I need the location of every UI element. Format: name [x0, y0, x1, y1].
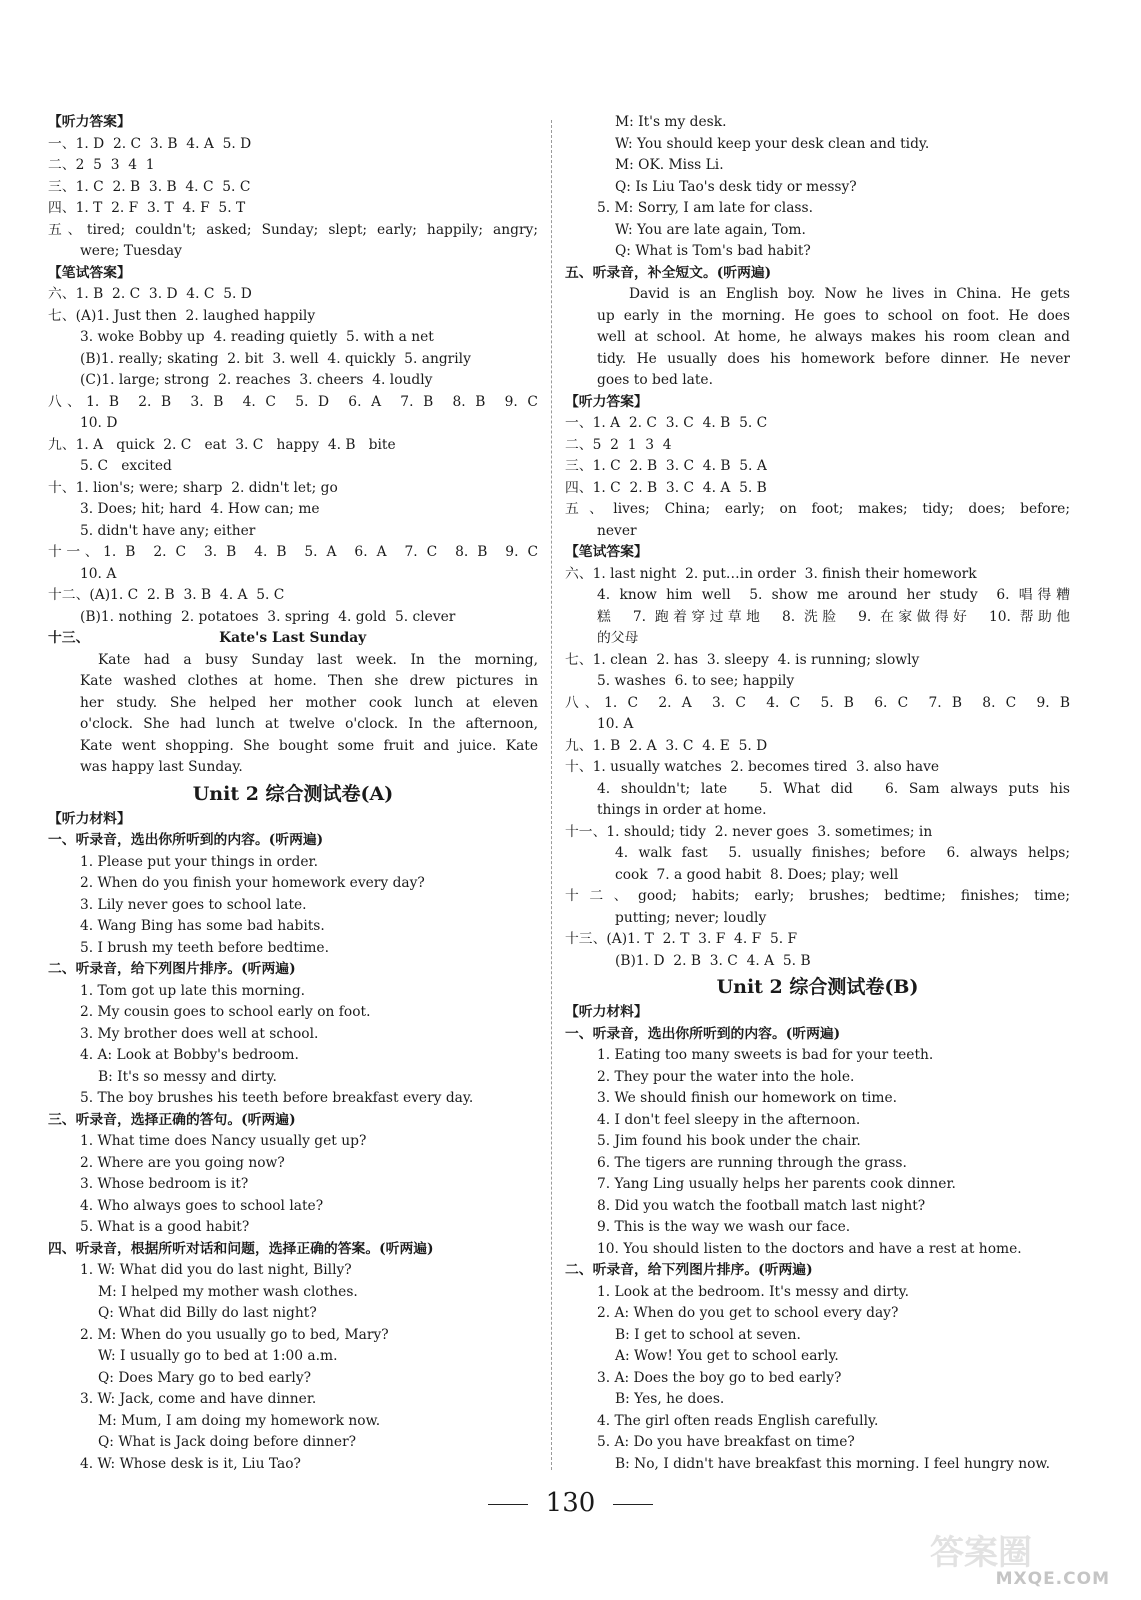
text-line: 八、1. C 2. A 3. C 4. C 5. B 6. C 7. B 8. C 9. B [565, 694, 1070, 711]
text-line: W: You are late again, Tom. [615, 221, 806, 238]
text-line: David is an English boy. Now he lives in China. He gets [629, 286, 1070, 302]
text-line: 1. Eating too many sweets is bad for your teeth. [597, 1047, 934, 1063]
text-line: 4. walk fast 5. usually finishes; before 6. always helps; [615, 845, 1070, 861]
text-line: tidy. He usually does his homework before dinner. He never [597, 350, 1070, 367]
text-line: up early in the morning. He goes to school on foot. He does [597, 307, 1070, 324]
text-line: 2. A: When do you get to school every day? [597, 1305, 899, 1321]
text-line: 的父母 [597, 630, 639, 646]
text-line: 1. Look at the bedroom. It's messy and dirty. [597, 1283, 909, 1300]
text-line: 八、1. B 2. B 3. B 4. C 5. D 6. A 7. B 8. B 9. C [48, 393, 538, 410]
text-line: 五、听录音，补全短文。(听两遍) [565, 264, 772, 281]
text-line: Kate washed clothes at home. Then she drew pictures in [80, 673, 538, 689]
text-line: 【笔试答案】 [565, 544, 648, 560]
text-line: 十、1. usually watches 2. becomes tired 3. also have [565, 759, 940, 775]
page-number-footer [0, 1488, 1141, 1518]
text-line: B: No, I didn't have breakfast this morning. I feel hungry now. [615, 1455, 1050, 1472]
text-line: 3. My brother does well at school. [80, 1025, 319, 1042]
text-line: cook 7. a good habit 8. Does; play; well [615, 866, 899, 883]
text-line: Q: What is Tom's bad habit? [615, 243, 811, 259]
text-line: 5. I brush my teeth before bedtime. [80, 939, 329, 956]
text-line: 一、听录音，选出你所听到的内容。(听两遍) [565, 1025, 841, 1042]
text-line: (B)1. really; skating 2. bit 3. well 4. quickly 5. angrily [80, 350, 471, 367]
text-line: 5. didn't have any; either [80, 522, 256, 539]
text-line: 2. My cousin goes to school early on foot. [80, 1004, 371, 1020]
text-line: 5. C excited [80, 458, 172, 474]
left-column [48, 112, 538, 1475]
text-line: 4. Who always goes to school late? [80, 1197, 324, 1214]
text-line: 【听力材料】 [565, 1004, 648, 1020]
text-line: 5. washes 6. to see; happily [597, 673, 795, 689]
text-line: 5. The boy brushes his teeth before breakfast every day. [80, 1090, 474, 1106]
text-line: 【听力答案】 [48, 114, 131, 130]
text-line: 二、2 5 3 4 1 [48, 157, 155, 173]
watermark-logo [930, 1525, 1120, 1591]
text-line: 3. woke Bobby up 4. reading quietly 5. with a net [80, 329, 434, 345]
text-line: never [597, 522, 637, 539]
text-line: 二、5 2 1 3 4 [565, 436, 672, 453]
text-line: 二、听录音，给下列图片排序。(听两遍) [48, 961, 296, 977]
text-line: 4. Wang Bing has some bad habits. [80, 918, 325, 934]
text-line: 2. Where are you going now? [80, 1154, 285, 1171]
text-line: 10. A [597, 716, 634, 732]
text-line: o'clock. She had lunch at twelve o'clock. In the afternoon, [80, 716, 538, 732]
text-line: M: OK. Miss Li. [615, 157, 724, 173]
text-line: 7. Yang Ling usually helps her parents cook dinner. [597, 1176, 956, 1192]
text-line: Kate had a busy Sunday last week. In the morning, [98, 651, 538, 668]
text-line: putting; never; loudly [615, 909, 767, 926]
footer-dash-right [613, 1504, 653, 1505]
text-line: 十一、1. B 2. C 3. B 4. B 5. A 6. A 7. C 8. B 9. C [48, 544, 538, 560]
text-line: 3. Does; hit; hard 4. How can; me [80, 501, 320, 517]
column-divider [551, 120, 552, 1470]
text-line: 9. This is the way we wash our face. [597, 1219, 851, 1235]
text-line: 九、1. B 2. A 3. C 4. E 5. D [565, 737, 768, 754]
text-line: 【听力材料】 [48, 810, 131, 827]
text-line: 3. Whose bedroom is it? [80, 1176, 249, 1192]
text-line: 六、1. B 2. C 3. D 4. C 5. D [48, 286, 252, 302]
text-line: W: You should keep your desk clean and tidy. [615, 135, 930, 152]
text-line: 十、1. lion's; were; sharp 2. didn't let; go [48, 479, 338, 496]
text-line: 3. W: Jack, come and have dinner. [80, 1391, 317, 1407]
text-line: 【笔试答案】 [48, 264, 131, 281]
text-line: 1. Tom got up late this morning. [80, 982, 306, 999]
text-line: her study. She helped her mother cook lunch at eleven [80, 694, 538, 711]
watermark-big-text: 答案圈 [930, 1533, 1032, 1573]
text-line: 一、1. A 2. C 3. C 4. B 5. C [565, 415, 768, 431]
text-line: 2. They pour the water into the hole. [597, 1068, 855, 1085]
text-line: 四、1. C 2. B 3. C 4. A 5. B [565, 479, 767, 496]
text-line: 8. Did you watch the football match last night? [597, 1197, 926, 1214]
right-column [565, 112, 1070, 1475]
text-line: was happy last Sunday. [80, 759, 243, 775]
text-line: B: Yes, he does. [615, 1391, 725, 1407]
text-line: M: I helped my mother wash clothes. [98, 1283, 358, 1300]
text-line: 5. M: Sorry, I am late for class. [597, 200, 813, 216]
text-line: well at school. At home, he always makes his room clean and [597, 329, 1070, 345]
text-line: 6. The tigers are running through the grass. [597, 1154, 907, 1171]
text-line: M: It's my desk. [615, 114, 727, 130]
text-line: 十二、(A)1. C 2. B 3. B 4. A 5. C [48, 587, 285, 603]
text-line: Unit 2 综合测试卷(B) [716, 976, 919, 998]
text-line: 五、tired; couldn't; asked; Sunday; slept; early; happily; angry; [48, 221, 538, 238]
text-line: were; Tuesday [80, 243, 182, 259]
text-line: (C)1. large; strong 2. reaches 3. cheers 4. loudly [80, 372, 433, 388]
text-line: 10. A [80, 565, 117, 582]
text-line: A: Wow! You get to school early. [615, 1348, 839, 1364]
text-line: 糕 7. 跑着穿过草地 8. 洗脸 9. 在家做得好 10. 帮助他 [597, 608, 1070, 625]
text-line: 三、1. C 2. B 3. C 4. B 5. A [565, 458, 767, 474]
text-line: 九、1. A quick 2. C eat 3. C happy 4. B bite [48, 436, 396, 453]
text-line: (B)1. nothing 2. potatoes 3. spring 4. gold 5. clever [80, 608, 456, 625]
text-line: 【听力答案】 [565, 393, 648, 410]
text-line: 七、(A)1. Just then 2. laughed happily [48, 307, 316, 324]
text-line: W: I usually go to bed at 1:00 a.m. [98, 1348, 338, 1364]
text-line: 十三、 Kate's Last Sunday [48, 630, 367, 646]
text-line: 5. A: Do you have breakfast on time? [597, 1434, 855, 1450]
text-line: Unit 2 综合测试卷(A) [192, 782, 394, 805]
text-line: 三、1. C 2. B 3. B 4. C 5. C [48, 178, 251, 195]
text-line: 4. shouldn't; late 5. What did 6. Sam always puts his [597, 780, 1070, 797]
text-line: 二、听录音，给下列图片排序。(听两遍) [565, 1262, 813, 1278]
footer-dash-left [488, 1504, 528, 1505]
text-line: 四、1. T 2. F 3. T 4. F 5. T [48, 200, 246, 216]
text-line: 3. Lily never goes to school late. [80, 896, 307, 913]
text-line: 3. We should finish our homework on time. [597, 1090, 898, 1106]
text-line: B: It's so messy and dirty. [98, 1068, 277, 1085]
watermark-site-text: MXQE.COM [995, 1569, 1110, 1589]
text-line: 4. I don't feel sleepy in the afternoon. [597, 1111, 861, 1128]
text-line: 2. When do you finish your homework every day? [80, 875, 425, 891]
text-line: 十三、(A)1. T 2. T 3. F 4. F 5. F [565, 931, 798, 947]
text-line: goes to bed late. [597, 372, 713, 388]
text-line: 一、1. D 2. C 3. B 4. A 5. D [48, 135, 252, 152]
text-line: Q: Does Mary go to bed early? [98, 1369, 312, 1386]
text-line: 4. W: Whose desk is it, Liu Tao? [80, 1455, 301, 1472]
text-line: 五、lives; China; early; on foot; makes; tidy; does; before; [565, 501, 1070, 517]
text-line: Q: Is Liu Tao's desk tidy or messy? [615, 178, 857, 195]
text-line: (B)1. D 2. B 3. C 4. A 5. B [615, 952, 811, 969]
text-line: 1. What time does Nancy usually get up? [80, 1133, 367, 1149]
text-line: 十二、good; habits; early; brushes; bedtime; finishes; time; [565, 888, 1070, 904]
text-line: 四、听录音，根据所听对话和问题，选择正确的答案。(听两遍) [48, 1240, 434, 1257]
text-line: 七、1. clean 2. has 3. sleepy 4. is running; slowly [565, 651, 920, 668]
text-line: 10. D [80, 415, 118, 431]
text-line: 10. You should listen to the doctors and have a rest at home. [597, 1240, 1022, 1257]
text-line: B: I get to school at seven. [615, 1326, 801, 1343]
text-line: 4. The girl often reads English carefully. [597, 1412, 879, 1429]
text-line: Q: What did Billy do last night? [98, 1305, 317, 1321]
text-line: 3. A: Does the boy go to bed early? [597, 1369, 842, 1386]
text-line: 一、听录音，选出你所听到的内容。(听两遍) [48, 832, 324, 848]
text-line: 5. What is a good habit? [80, 1219, 250, 1235]
text-line: M: Mum, I am doing my homework now. [98, 1412, 381, 1429]
text-line: 2. M: When do you usually go to bed, Mary? [80, 1326, 389, 1343]
text-line: Kate went shopping. She bought some fruit and juice. Kate [80, 737, 538, 754]
text-line: 5. Jim found his book under the chair. [597, 1133, 861, 1149]
text-line: 4. know him well 5. show me around her study 6. 唱得糟 [597, 587, 1070, 603]
text-line: 三、听录音，选择正确的答句。(听两遍) [48, 1111, 296, 1128]
text-line: things in order at home. [597, 802, 767, 818]
text-line: 4. A: Look at Bobby's bedroom. [80, 1047, 299, 1063]
page-number: 130 [545, 1488, 596, 1518]
text-line: 六、1. last night 2. put…in order 3. finish their homework [565, 565, 977, 582]
text-line: 十一、1. should; tidy 2. never goes 3. sometimes; in [565, 823, 933, 840]
text-line: 1. Please put your things in order. [80, 853, 318, 870]
text-line: Q: What is Jack doing before dinner? [98, 1434, 357, 1450]
text-line: 1. W: What did you do last night, Billy? [80, 1262, 352, 1278]
